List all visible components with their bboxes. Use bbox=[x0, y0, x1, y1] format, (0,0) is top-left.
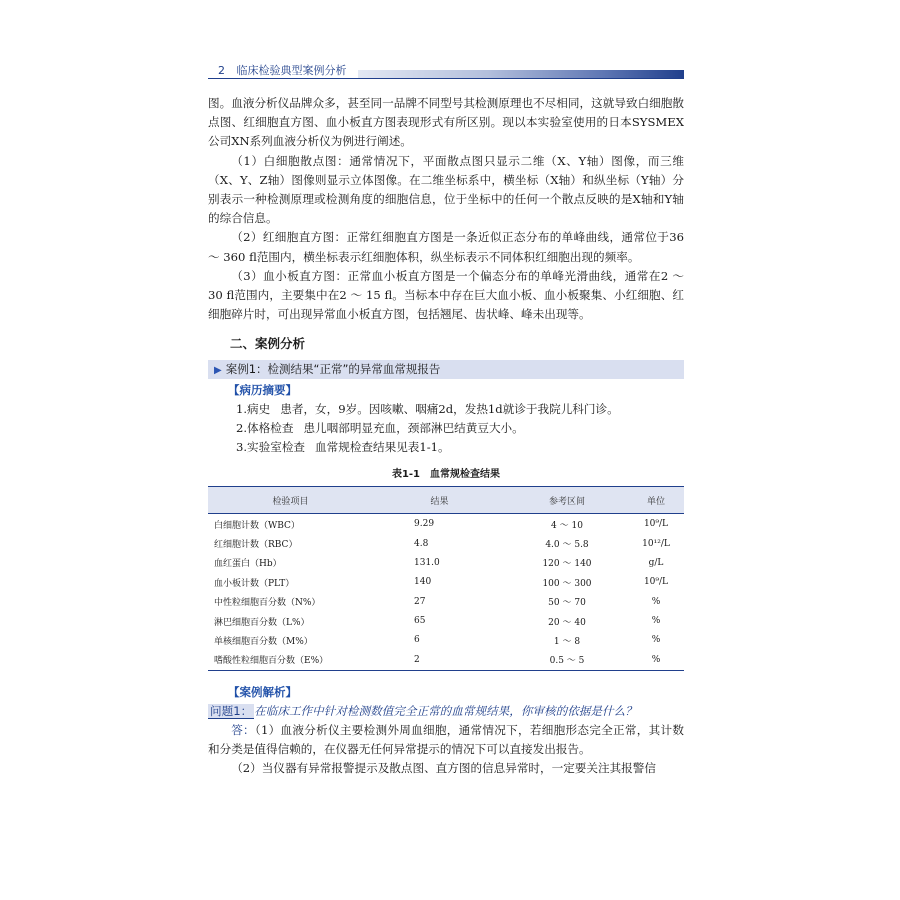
section-title: 二、案例分析 bbox=[230, 336, 306, 352]
book-page bbox=[208, 60, 684, 778]
table-row bbox=[208, 592, 684, 611]
page-number: 2 bbox=[218, 64, 225, 77]
answer-text: （1）血液分析仪主要检测外周血细胞，通常情况下，若细胞形态完全正常，其计数和分类是值得信赖的，在仪器无任何异常提示的情况下可以直接发出报告。 bbox=[208, 722, 684, 756]
cell-reference: 50 ～ 70 bbox=[548, 598, 586, 609]
cell-result: 131.0 bbox=[414, 557, 440, 568]
history-item bbox=[236, 400, 684, 419]
header-gradient-bar bbox=[358, 70, 684, 78]
header-rule bbox=[208, 78, 684, 79]
header-text bbox=[218, 62, 347, 78]
cell-reference: 1 ～ 8 bbox=[553, 636, 581, 647]
cell-unit: g/L bbox=[648, 557, 664, 568]
cell-reference: 4 ～ 10 bbox=[551, 520, 583, 531]
lab-results-table bbox=[208, 486, 684, 670]
intro-paragraph-4: （3）血小板直方图：正常血小板直方图是一个偏态分布的单峰光滑曲线，通常在2 ～ 30 fl范围内，主要集中在2 ～ 15 fl。当标本中存在巨大血小板、血小板聚集、小红细胞、红细胞碎片时，可出现异常血小板直方图，包括翘尾、齿状峰、峰未出现等。 bbox=[208, 268, 684, 322]
cell-unit: 10⁹/L bbox=[643, 577, 669, 588]
cell-reference: 4.0 ～ 5.8 bbox=[545, 540, 589, 551]
analysis-heading: 【案例解析】 bbox=[228, 684, 297, 699]
table-row bbox=[208, 573, 684, 592]
history-item-label: 2.体格检查 bbox=[236, 421, 294, 436]
cell-result: 27 bbox=[414, 596, 426, 607]
cell-unit: % bbox=[651, 616, 661, 627]
cell-result: 9.29 bbox=[414, 519, 435, 530]
cell-result: 4.8 bbox=[414, 538, 429, 549]
table-row bbox=[208, 534, 684, 553]
history-item-text: 患儿咽部明显充血，颈部淋巴结黄豆大小。 bbox=[303, 421, 524, 436]
table-caption: 表1-1 血常规检查结果 bbox=[391, 469, 501, 481]
history-item-label: 1.病史 bbox=[236, 402, 271, 417]
question-line bbox=[208, 702, 684, 721]
cell-result: 2 bbox=[374, 650, 506, 670]
cell-result: 65 bbox=[414, 616, 426, 627]
col-header-item: 检验项目 bbox=[208, 487, 374, 514]
case-title: 案例1：检测结果“正常”的异常血常规报告 bbox=[225, 362, 441, 377]
cell-item: 淋巴细胞百分数（L%） bbox=[214, 617, 310, 628]
history-heading: 【病历摘要】 bbox=[228, 383, 297, 398]
cell-unit: % bbox=[651, 635, 661, 646]
table-row bbox=[208, 514, 684, 534]
cell-unit: % bbox=[628, 650, 684, 670]
cell-item: 血红蛋白（Hb） bbox=[214, 559, 282, 570]
cell-reference: 0.5 ～ 5 bbox=[506, 650, 628, 670]
history-item-text: 患者，女，9岁。因咳嗽、咽痛2d，发热1d就诊于我院儿科门诊。 bbox=[280, 402, 619, 417]
table-row bbox=[208, 650, 684, 670]
cell-unit: % bbox=[651, 596, 661, 607]
cell-unit: 10⁹/L bbox=[643, 519, 669, 530]
cell-result: 140 bbox=[414, 577, 432, 588]
table-row bbox=[208, 611, 684, 630]
cell-item: 中性粒细胞百分数（N%） bbox=[214, 598, 321, 609]
running-header bbox=[208, 60, 684, 80]
case-title-band bbox=[208, 360, 684, 379]
col-header-result: 结果 bbox=[374, 487, 506, 514]
cell-item: 白细胞计数（WBC） bbox=[214, 520, 300, 531]
history-item-text: 血常规检查结果见表1-1。 bbox=[315, 440, 450, 455]
history-item-label: 3.实验室检查 bbox=[236, 440, 306, 455]
table-header-row bbox=[208, 487, 684, 514]
cell-item: 单核细胞百分数（M%） bbox=[214, 636, 313, 647]
table-row bbox=[208, 553, 684, 572]
history-item bbox=[236, 438, 684, 457]
question-text: 在临床工作中针对检测数值完全正常的血常规结果，你审核的依据是什么？ bbox=[254, 703, 637, 718]
col-header-unit: 单位 bbox=[628, 487, 684, 514]
intro-paragraph-1: 图。血液分析仪品牌众多，甚至同一品牌不同型号其检测原理也不尽相同，这就导致白细胞散点图、红细胞直方图、血小板直方图表现形式有所区别。现以本实验室使用的日本SYSMEX公司XN系列血液分析仪为例进行阐述。 bbox=[208, 96, 684, 149]
intro-paragraph-3: （2）红细胞直方图：正常红细胞直方图是一条近似正态分布的单峰曲线，通常位于36 ～ 360 fl范围内，横坐标表示红细胞体积，纵坐标表示不同体积红细胞出现的频率。 bbox=[208, 230, 684, 264]
answer-label: 答： bbox=[231, 722, 255, 737]
col-header-reference: 参考区间 bbox=[506, 487, 628, 514]
question-label: 问题1： bbox=[210, 703, 253, 718]
history-item bbox=[236, 419, 684, 438]
intro-paragraph-2: （1）白细胞散点图：通常情况下，平面散点图只显示二维（X、Y轴）图像，而三维（X、Y、Z轴）图像则显示立体图像。在二维坐标系中，横坐标（X轴）和纵坐标（Y轴）分别表示一种检测原理或检测角度的细胞信息，位于坐标中的任何一个散点反映的是X轴和Y轴的综合信息。 bbox=[208, 153, 684, 226]
cell-reference: 20 ～ 40 bbox=[548, 617, 586, 628]
cell-reference: 120 ～ 140 bbox=[542, 559, 592, 570]
cell-item: 血小板计数（PLT） bbox=[214, 578, 295, 589]
cell-reference: 100 ～ 300 bbox=[542, 578, 592, 589]
book-title: 临床检验典型案例分析 bbox=[236, 64, 347, 77]
cell-unit: 10¹²/L bbox=[642, 538, 670, 549]
answer-paragraph-2: （2）当仪器有异常报警提示及散点图、直方图的信息异常时，一定要关注其报警信 bbox=[231, 760, 656, 775]
triangle-icon: ▶ bbox=[214, 365, 222, 377]
cell-item: 红细胞计数（RBC） bbox=[214, 540, 298, 551]
cell-item: 嗜酸性粒细胞百分数（E%） bbox=[208, 650, 374, 670]
table-row bbox=[208, 631, 684, 650]
cell-result: 6 bbox=[414, 635, 420, 646]
answer-paragraph-1 bbox=[208, 721, 684, 759]
